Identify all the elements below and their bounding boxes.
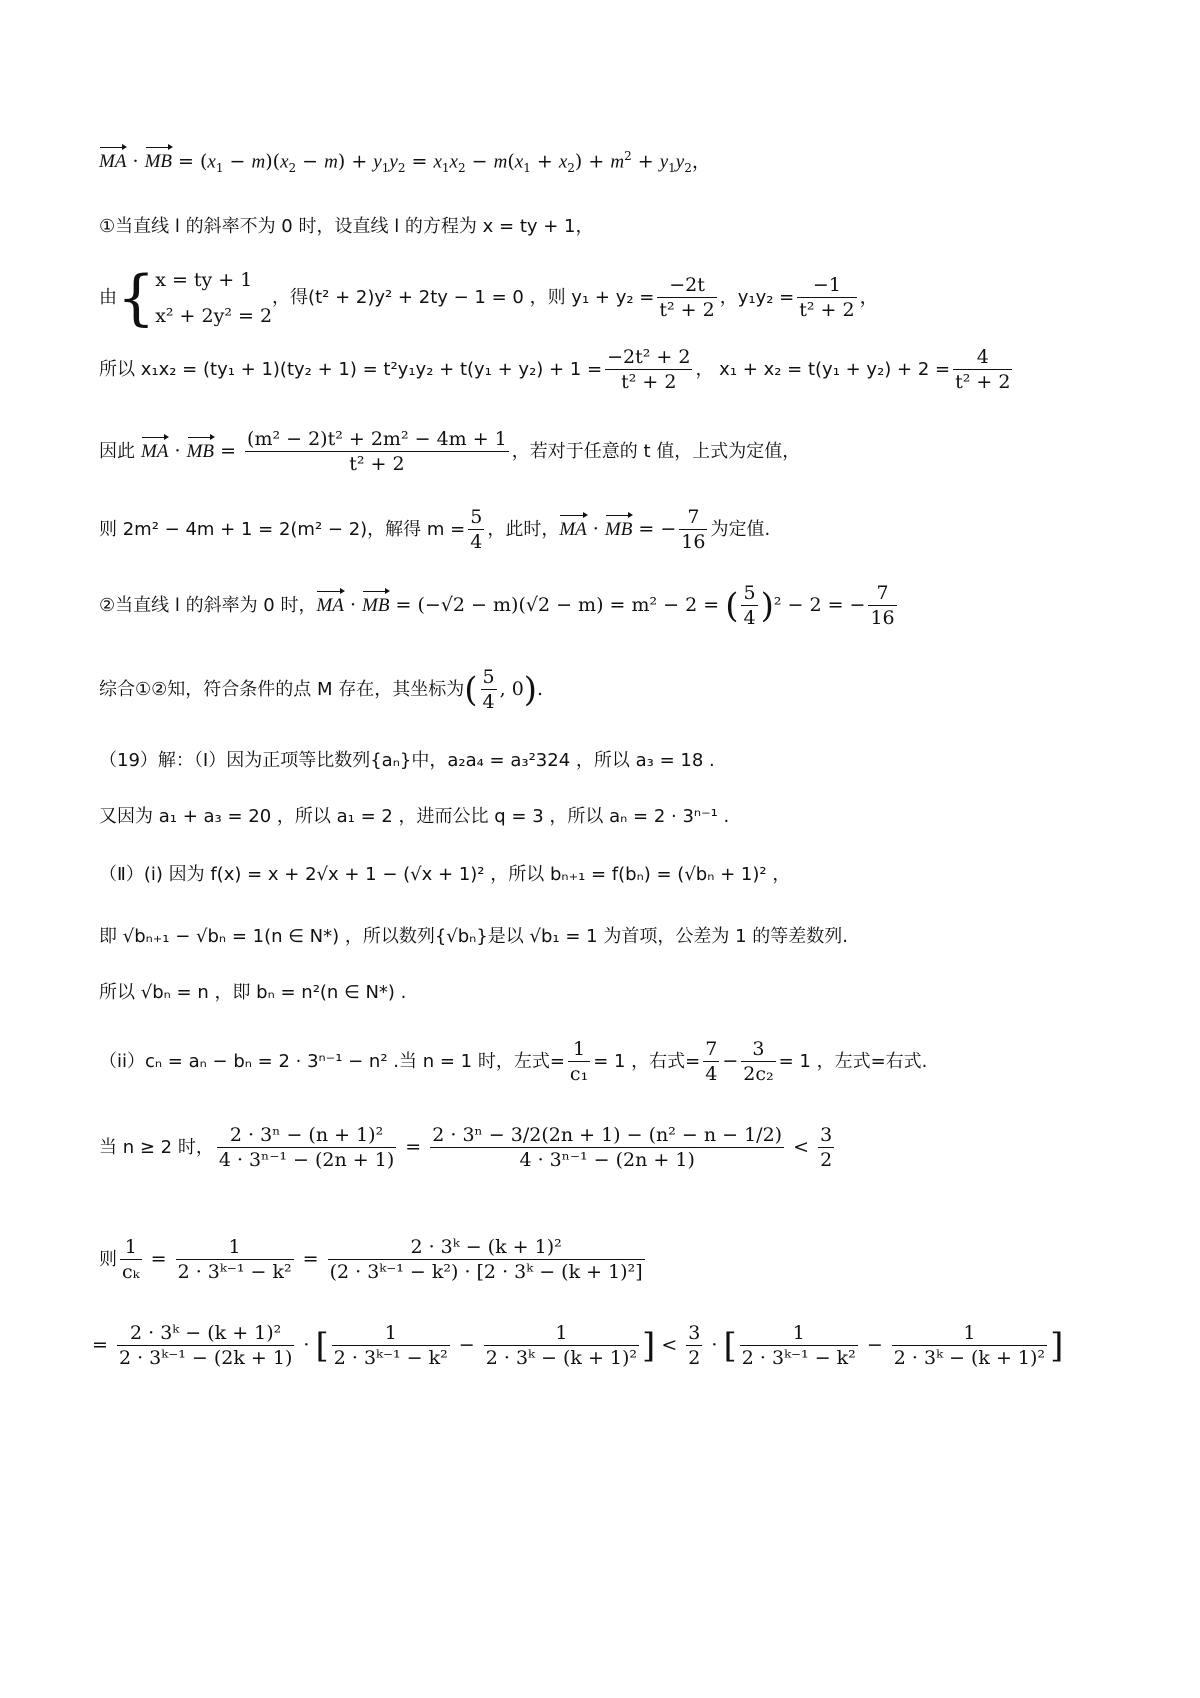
fraction-x-product: $\frac{\text{−2t² + 2}}{\text{t² + 2}}$ [607, 346, 691, 393]
fraction-ratio-expanded: $\frac{\text{2 · 3ⁿ − 3/2(2n + 1) − (n² − n − 1/2)}}{\text{4 · 3ⁿ⁻¹ − (2n + 1)}}$ [432, 1124, 783, 1171]
fraction-x-sum: $\frac{4}{\text{t² + 2}}$ [955, 346, 1011, 393]
fraction-five-fourths: $\frac{5}{4}$ [743, 582, 756, 629]
vector-ma: MA [99, 151, 127, 173]
line-ma-mb-expansion: MA · MB = $(x_1 - m)(x_2 - m) + y_1y_2 = x_1x_2 - m(x_1 + x_2) + m^2 + y_1y_2$， [99, 149, 711, 176]
fraction-one-over-ck: $\frac{1}{\text{cₖ}}$ [122, 1236, 140, 1283]
fraction-three-over-2c2: $\frac{3}{\text{2c₂}}$ [743, 1038, 774, 1085]
fraction-sum-y: $\frac{-2t}{\text{t² + 2}}$ [659, 274, 715, 322]
line-arith-sequence: 即 √bₙ₊₁ − √bₙ = 1(n ∈ N*) ，所以数列{√bₙ}是以 √b₁ = 1 为首项，公差为 1 的等差数列. [99, 926, 848, 947]
fraction-term-d: $\frac{1}{\text{2 · 3ᵏ − (k + 1)²}}$ [893, 1322, 1046, 1369]
line-conclusion-m: 综合①②知，符合条件的点 M 存在，其坐标为( $\frac{5}{4}$ , 0). [99, 666, 544, 713]
fraction-ck-expression: $\frac{1}{\text{2 · 3ᵏ⁻¹ − k²}}$ [177, 1236, 292, 1283]
fraction-three-halves-2: $\frac{3}{2}$ [688, 1322, 701, 1369]
fraction-constant: $\frac{7}{16}$ [681, 506, 706, 553]
fraction-case2-result: $\frac{7}{16}$ [870, 582, 895, 629]
line-q19-part2-i: （Ⅱ）(i) 因为 f(x) = x + 2√x + 1 − (√x + 1)² ，所以 bₙ₊₁ = f(bₙ) = (√bₙ + 1)² ， [99, 864, 791, 885]
line-q19-ratio: 又因为 a₁ + a₃ = 20 ，所以 a₁ = 2 ，进而公比 q = 3 ，所以 aₙ = 2 · 3ⁿ⁻¹ . [99, 806, 730, 827]
fraction-left-side: $\frac{1}{\text{c₁}}$ [569, 1038, 589, 1085]
line-case1-setup: ①当直线 l 的斜率不为 0 时，设直线 l 的方程为 x = ty + 1， [99, 216, 594, 237]
fraction-three-halves: $\frac{3}{2}$ [820, 1124, 833, 1171]
line-x-product: 所以 x₁x₂ = (ty₁ + 1)(ty₂ + 1) = t²y₁y₂ + t(y₁ + y₂) + 1 = $\frac{\text{−2t² + 2}}{\text{t² + 2}}$ ， x₁ + x₂ = t(y₁ + y₂) + 2 = $\frac{4}{\text{t² + 2}}$ [99, 346, 1011, 393]
fraction-term-c: $\frac{1}{\text{2 · 3ᵏ⁻¹ − k²}}$ [741, 1322, 856, 1369]
vector-mb: MB [144, 151, 172, 173]
line-q19-part1: （19）解：（Ⅰ）因为正项等比数列{aₙ}中，a₂a₄ = a₃²324 ，所以 a₃ = 18 . [99, 750, 715, 771]
fraction-term-a: $\frac{1}{\text{2 · 3ᵏ⁻¹ − k²}}$ [333, 1322, 448, 1369]
fraction-m-value: $\frac{5}{4}$ [470, 506, 483, 553]
fraction-product-y: $\frac{-1}{\text{t² + 2}}$ [799, 274, 855, 322]
fraction-dot-product: $\frac{\text{(m² − 2)t² + 2m² − 4m + 1}}{\text{t² + 2}}$ [247, 428, 507, 475]
fraction-ratio-lhs: $\frac{\text{2 · 3ⁿ − (n + 1)²}}{\text{4 · 3ⁿ⁻¹ − (2n + 1)}}$ [218, 1124, 395, 1171]
line-dot-product-general: 因此 MA · MB = $\frac{\text{(m² − 2)t² + 2m² − 4m + 1}}{\text{t² + 2}}$ ，若对于任意的 t 值，上式为定值， [99, 428, 801, 475]
line-solve-m: 则 2m² − 4m + 1 = 2(m² − 2)，解得 m = $\frac{5}{4}$ ，此时，MA · MB = − $\frac{7}{16}$ 为定值. [99, 506, 771, 553]
line-case2: ②当直线 l 的斜率为 0 时，MA · MB = (−√2 − m)(√2 − m) = m² − 2 = ( $\frac{5}{4}$ )² − 2 = − $\frac{7}{16}$ [99, 582, 895, 629]
line-bn-formula: 所以 √bₙ = n ，即 bₙ = n²(n ∈ N*) . [99, 982, 407, 1003]
line-n-ge-2: 当 n ≥ 2 时， $\frac{\text{2 · 3ⁿ − (n + 1)²}}{\text{4 · 3ⁿ⁻¹ − (2n + 1)}}$ = $\frac{\text{2 · 3ⁿ − 3/2(2n + 1) − (n² − n − 1/2)}}{\text{4 · 3ⁿ⁻¹ − (2n + 1)}}$ < $\frac{3}{2}$ [99, 1124, 833, 1171]
fraction-ck-product: $\frac{\text{2 · 3ᵏ − (k + 1)²}}{\text{(2 · 3ᵏ⁻¹ − k²) · [2 · 3ᵏ − (k + 1)²]}}$ [329, 1236, 643, 1283]
fraction-coordinate: $\frac{5}{4}$ [482, 666, 495, 713]
fraction-term-b: $\frac{1}{\text{2 · 3ᵏ − (k + 1)²}}$ [485, 1322, 638, 1369]
fraction-seven-fourths: $\frac{7}{4}$ [705, 1038, 718, 1085]
line-telescoping-bound: = $\frac{\text{2 · 3ᵏ − (k + 1)²}}{\text{2 · 3ᵏ⁻¹ − (2k + 1)}}$ · [ $\frac{1}{\text{2 · 3ᵏ⁻¹ − k²}}$ − $\frac{1}{\text{2 · 3ᵏ − (k + 1)²}}$ ] < $\frac{3}{2}$ · [ $\frac{1}{\text{2 · 3ᵏ⁻¹ − k²}}$ − $\frac{1}{\text{2 · 3ᵏ − (k + 1)²}}$ ] [92, 1322, 1064, 1369]
fraction-bound-factor: $\frac{\text{2 · 3ᵏ − (k + 1)²}}{\text{2 · 3ᵏ⁻¹ − (2k + 1)}}$ [118, 1322, 293, 1369]
line-q19-part2-ii: （ii）cₙ = aₙ − bₙ = 2 · 3ⁿ⁻¹ − n² .当 n = 1 时，左式= $\frac{1}{\text{c₁}}$ = 1 ，右式= $\frac{7}{4}$ − $\frac{3}{\text{2c₂}}$ = 1 ，左式=右式. [99, 1038, 928, 1085]
line-system: 由{ x = ty + 1 x² + 2y² = 2 ，得(t² + 2)y² + 2ty − 1 = 0 ，则 y₁ + y₂ = $\frac{-2t}{\text{t² + 2}}$ ，y₁y₂ = $\frac{-1}{\text{t² + 2}}$ ， [99, 263, 879, 334]
line-reciprocal-ck: 则 $\frac{1}{\text{cₖ}}$ = $\frac{1}{\text{2 · 3ᵏ⁻¹ − k²}}$ = $\frac{\text{2 · 3ᵏ − (k + 1)²}}{\text{(2 · 3ᵏ⁻¹ − k²) · [2 · 3ᵏ − (k + 1)²]}}$ [99, 1236, 643, 1283]
equation-system: x = ty + 1 x² + 2y² = 2 [155, 269, 273, 328]
